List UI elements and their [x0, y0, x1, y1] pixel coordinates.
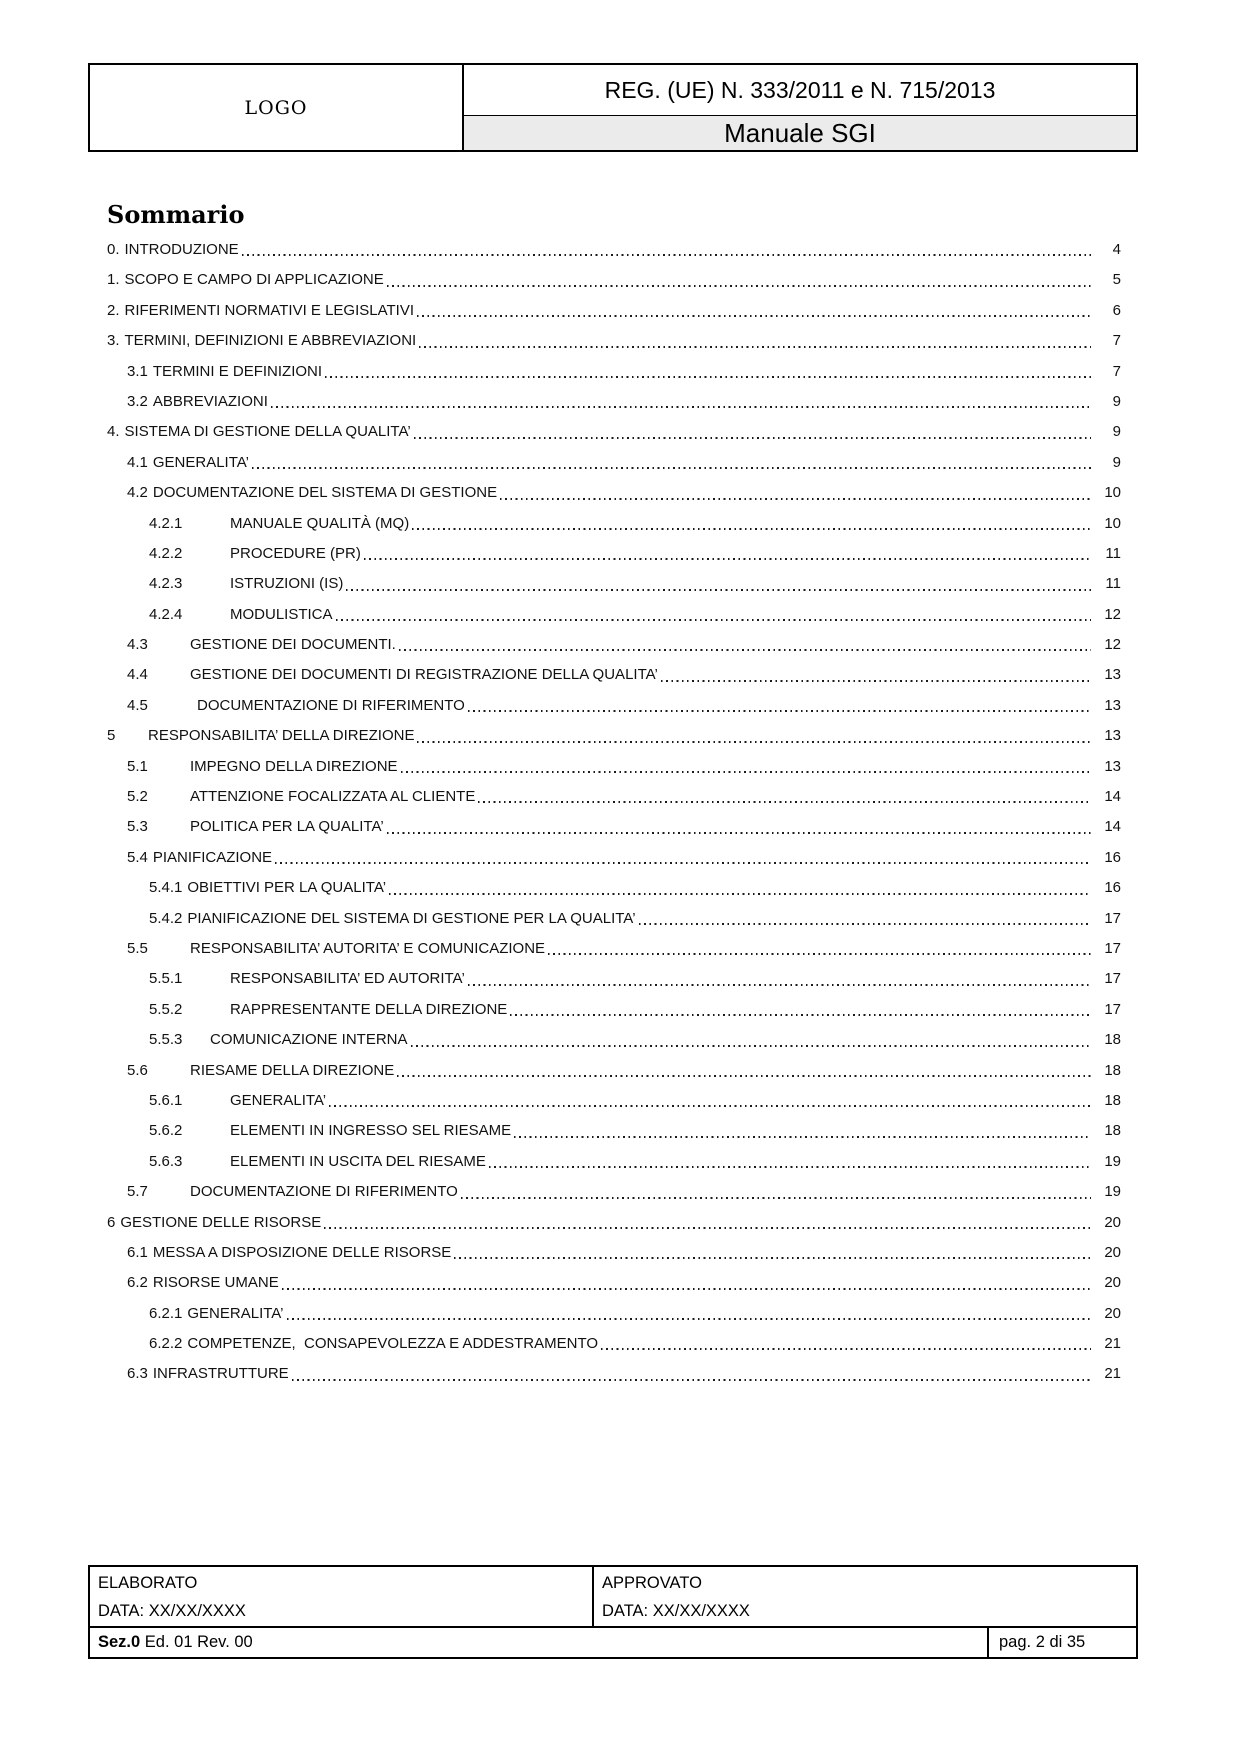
toc-entry-number: 3.2	[127, 392, 148, 410]
toc-entry-page: 19	[1104, 1152, 1121, 1170]
toc-list	[107, 235, 1121, 1390]
toc-heading: Sommario	[107, 200, 245, 229]
toc-entry[interactable]	[107, 569, 1121, 599]
toc-entry-page: 16	[1104, 879, 1121, 897]
toc-entry-number: 4.2.2	[149, 544, 183, 562]
toc-entry-page: 20	[1104, 1304, 1121, 1322]
toc-leader-dots	[601, 1348, 1091, 1350]
toc-entry[interactable]	[107, 964, 1121, 994]
toc-entry-title: PIANIFICAZIONE DEL SISTEMA DI GESTIONE PER LA QUALITA’	[187, 909, 636, 927]
toc-entry-number: 5.6.3	[149, 1152, 183, 1170]
toc-entry-number: 5.1	[127, 757, 148, 775]
toc-entry-page: 6	[1112, 301, 1121, 319]
toc-entry[interactable]	[107, 1056, 1121, 1086]
toc-leader-dots	[324, 1227, 1091, 1229]
toc-entry-number: 5.3	[127, 818, 148, 836]
toc-leader-dots	[414, 437, 1091, 439]
toc-entry-number: 0.	[107, 241, 120, 258]
approvato-date: DATA: XX/XX/XXXX	[602, 1602, 750, 1620]
toc-entry[interactable]	[107, 235, 1121, 265]
header-right-cells	[464, 65, 1136, 150]
section-revision	[90, 1628, 987, 1657]
toc-entry-title: TERMINI, DEFINIZIONI E ABBREVIAZIONI	[124, 332, 417, 350]
toc-entry-page: 16	[1104, 848, 1121, 866]
toc-leader-dots	[514, 1136, 1091, 1138]
toc-entry[interactable]	[107, 1359, 1121, 1389]
toc-entry-page: 18	[1104, 1091, 1121, 1109]
elaborato-date: DATA: XX/XX/XXXX	[98, 1602, 246, 1620]
toc-leader-dots	[454, 1257, 1091, 1259]
toc-entry-page: 11	[1105, 544, 1121, 562]
toc-leader-dots	[468, 710, 1091, 712]
toc-leader-dots	[489, 1166, 1091, 1168]
section-revision-text: Ed. 01 Rev. 00	[140, 1633, 253, 1651]
signature-table	[88, 1565, 1138, 1626]
toc-entry-page: 17	[1104, 1000, 1121, 1018]
toc-entry-number: 6.1	[127, 1243, 148, 1261]
toc-entry-title: SCOPO E CAMPO DI APPLICAZIONE	[124, 271, 384, 289]
toc-entry-number: 5.5.3	[149, 1031, 183, 1049]
toc-entry-title: RIESAME DELLA DIREZIONE	[190, 1061, 395, 1079]
toc-entry-title: RISORSE UMANE	[152, 1274, 279, 1292]
toc-entry-page: 21	[1104, 1335, 1121, 1353]
toc-entry[interactable]	[107, 843, 1121, 873]
toc-leader-dots	[412, 528, 1091, 530]
toc-leader-dots	[387, 832, 1091, 834]
toc-entry[interactable]	[107, 1299, 1121, 1329]
toc-entry[interactable]	[107, 265, 1121, 295]
toc-entry-title: RAPPRESENTANTE DELLA DIREZIONE	[230, 1000, 508, 1018]
toc-entry-title: DOCUMENTAZIONE DEL SISTEMA DI GESTIONE	[152, 484, 498, 502]
toc-entry[interactable]	[107, 691, 1121, 721]
toc-entry-title: ATTENZIONE FOCALIZZATA AL CLIENTE	[190, 788, 476, 806]
elaborato-label: ELABORATO	[98, 1574, 198, 1592]
toc-entry[interactable]	[107, 660, 1121, 690]
toc-entry-number: 4.1	[127, 453, 148, 471]
toc-leader-dots	[548, 953, 1091, 955]
toc-leader-dots	[417, 741, 1091, 743]
toc-entry-page: 7	[1112, 332, 1121, 350]
toc-entry-title: COMUNICAZIONE INTERNA	[210, 1031, 408, 1049]
toc-entry-page: 13	[1104, 727, 1121, 745]
toc-entry-number: 5.4.1	[149, 879, 183, 897]
toc-entry-page: 18	[1104, 1031, 1121, 1049]
toc-entry-number: 5	[107, 727, 116, 745]
section-code: Sez.0	[98, 1633, 141, 1651]
toc-leader-dots	[287, 1318, 1091, 1320]
toc-entry-page: 13	[1104, 696, 1121, 714]
toc-leader-dots	[329, 1105, 1091, 1107]
toc-leader-dots	[461, 1197, 1091, 1199]
toc-entry-page: 10	[1104, 514, 1121, 532]
toc-leader-dots	[411, 1045, 1091, 1047]
toc-entry-page: 18	[1104, 1122, 1121, 1140]
toc-entry-page: 20	[1104, 1213, 1121, 1231]
toc-leader-dots	[252, 467, 1091, 469]
revision-table	[88, 1626, 1138, 1659]
toc-entry[interactable]	[107, 1147, 1121, 1177]
toc-entry-page: 5	[1112, 271, 1121, 289]
toc-entry-number: 5.6.1	[149, 1091, 183, 1109]
toc-entry[interactable]	[107, 1208, 1121, 1238]
toc-leader-dots	[292, 1379, 1091, 1381]
toc-entry-number: 1.	[107, 271, 120, 289]
toc-entry-number: 4.2.4	[149, 605, 183, 623]
toc-entry-page: 18	[1104, 1061, 1121, 1079]
toc-entry-title: ELEMENTI IN USCITA DEL RIESAME	[230, 1152, 486, 1170]
toc-entry-page: 11	[1105, 575, 1121, 593]
toc-entry-page: 13	[1104, 666, 1121, 684]
toc-leader-dots	[399, 649, 1091, 651]
document-header-table	[88, 63, 1138, 152]
toc-leader-dots	[639, 923, 1091, 925]
toc-entry-page: 14	[1104, 788, 1121, 806]
toc-entry-title: GENERALITA’	[152, 453, 249, 471]
toc-entry[interactable]	[107, 904, 1121, 934]
regulation-reference: REG. (UE) N. 333/2011 e N. 715/2013	[464, 65, 1136, 116]
toc-entry[interactable]	[107, 752, 1121, 782]
toc-entry-page: 12	[1104, 636, 1121, 654]
toc-entry-number: 5.6	[127, 1061, 148, 1079]
toc-entry-title: INTRODUZIONE	[124, 241, 239, 258]
toc-entry[interactable]	[107, 995, 1121, 1025]
toc-entry-number: 4.	[107, 423, 120, 441]
toc-entry-page: 13	[1104, 757, 1121, 775]
toc-entry-title: INFRASTRUTTURE	[152, 1365, 289, 1383]
toc-entry-title: ISTRUZIONI (IS)	[230, 575, 344, 593]
toc-entry-title: ABBREVIAZIONI	[152, 392, 268, 410]
toc-entry[interactable]	[107, 1116, 1121, 1146]
toc-entry-number: 3.	[107, 332, 120, 350]
toc-entry-number: 5.6.2	[149, 1122, 183, 1140]
toc-entry[interactable]	[107, 721, 1121, 751]
toc-entry-title: IMPEGNO DELLA DIREZIONE	[190, 757, 398, 775]
toc-entry-title: ELEMENTI IN INGRESSO SEL RIESAME	[230, 1122, 512, 1140]
toc-entry[interactable]	[107, 812, 1121, 842]
toc-entry-page: 17	[1104, 909, 1121, 927]
toc-leader-dots	[468, 984, 1091, 986]
toc-leader-dots	[397, 1075, 1091, 1077]
toc-entry[interactable]	[107, 509, 1121, 539]
toc-entry-number: 5.4.2	[149, 909, 183, 927]
toc-entry-title: GESTIONE DEI DOCUMENTI.	[190, 636, 396, 654]
approvato-cell	[594, 1567, 1136, 1626]
toc-entry-number: 4.2.1	[149, 514, 183, 532]
toc-leader-dots	[242, 254, 1091, 256]
toc-entry-title: RIFERIMENTI NORMATIVI E LEGISLATIVI	[124, 301, 414, 319]
toc-entry[interactable]	[107, 600, 1121, 630]
toc-entry-title: MANUALE QUALITÀ (MQ)	[230, 514, 410, 532]
toc-entry[interactable]	[107, 357, 1121, 387]
toc-entry-number: 6.2.1	[149, 1304, 183, 1322]
toc-entry-number: 6.3	[127, 1365, 148, 1383]
table-of-contents	[107, 200, 1121, 1390]
toc-entry-page: 20	[1104, 1243, 1121, 1261]
toc-entry-number: 5.7	[127, 1183, 148, 1201]
toc-entry-title: OBIETTIVI PER LA QUALITA’	[187, 879, 387, 897]
toc-entry-page: 9	[1112, 453, 1121, 471]
toc-entry[interactable]	[107, 326, 1121, 356]
toc-entry-number: 6	[107, 1213, 116, 1231]
toc-leader-dots	[417, 315, 1091, 317]
toc-entry-page: 17	[1104, 939, 1121, 957]
toc-entry[interactable]	[107, 387, 1121, 417]
toc-entry-title: GENERALITA’	[187, 1304, 284, 1322]
toc-entry[interactable]	[107, 448, 1121, 478]
approvato-label: APPROVATO	[602, 1574, 702, 1592]
toc-entry-number: 5.2	[127, 788, 148, 806]
toc-entry-title: GESTIONE DELLE RISORSE	[120, 1213, 322, 1231]
toc-entry-number: 4.4	[127, 666, 148, 684]
toc-entry-title: SISTEMA DI GESTIONE DELLA QUALITA’	[124, 423, 411, 441]
toc-entry-number: 6.2	[127, 1274, 148, 1292]
toc-leader-dots	[389, 893, 1091, 895]
toc-entry-number: 6.2.2	[149, 1335, 183, 1353]
toc-leader-dots	[271, 406, 1091, 408]
logo-placeholder: LOGO	[90, 65, 464, 150]
toc-leader-dots	[419, 346, 1091, 348]
toc-entry-title: RESPONSABILITA’ DELLA DIREZIONE	[148, 727, 415, 745]
toc-entry-page: 4	[1112, 241, 1121, 258]
toc-entry[interactable]	[107, 782, 1121, 812]
toc-entry[interactable]	[107, 539, 1121, 569]
toc-entry-page: 21	[1104, 1365, 1121, 1383]
toc-entry-title: GESTIONE DEI DOCUMENTI DI REGISTRAZIONE DELLA QUALITA’	[190, 666, 658, 684]
toc-entry[interactable]	[107, 873, 1121, 903]
toc-leader-dots	[282, 1288, 1091, 1290]
toc-entry[interactable]	[107, 1177, 1121, 1207]
toc-entry[interactable]	[107, 296, 1121, 326]
toc-entry[interactable]	[107, 934, 1121, 964]
toc-entry[interactable]	[107, 478, 1121, 508]
toc-entry-number: 5.5	[127, 939, 148, 957]
toc-entry[interactable]	[107, 1329, 1121, 1359]
toc-entry-title: DOCUMENTAZIONE DI RIFERIMENTO	[190, 1183, 458, 1201]
toc-entry-page: 14	[1104, 818, 1121, 836]
toc-entry-number: 4.3	[127, 636, 148, 654]
toc-entry-number: 2.	[107, 301, 120, 319]
toc-leader-dots	[346, 589, 1091, 591]
elaborato-cell	[90, 1567, 594, 1626]
toc-leader-dots	[500, 498, 1091, 500]
toc-entry-page: 9	[1112, 423, 1121, 441]
toc-entry-number: 4.5	[127, 696, 148, 714]
toc-entry-title: DOCUMENTAZIONE DI RIFERIMENTO	[197, 696, 465, 714]
toc-entry-number: 5.5.1	[149, 970, 183, 988]
toc-entry-title: RESPONSABILITA’ AUTORITA’ E COMUNICAZIONE	[190, 939, 546, 957]
toc-entry-title: GENERALITA’	[230, 1091, 327, 1109]
toc-leader-dots	[387, 285, 1091, 287]
toc-entry-page: 10	[1104, 484, 1121, 502]
toc-entry-title: POLITICA PER LA QUALITA’	[190, 818, 384, 836]
toc-leader-dots	[510, 1014, 1091, 1016]
toc-entry-number: 3.1	[127, 362, 148, 380]
toc-leader-dots	[661, 680, 1091, 682]
toc-entry[interactable]	[107, 1025, 1121, 1055]
toc-entry-page: 19	[1104, 1183, 1121, 1201]
toc-entry-title: PIANIFICAZIONE	[152, 848, 273, 866]
toc-entry-page: 12	[1104, 605, 1121, 623]
toc-leader-dots	[401, 771, 1091, 773]
toc-entry-page: 20	[1104, 1274, 1121, 1292]
toc-entry-title: MESSA A DISPOSIZIONE DELLE RISORSE	[152, 1243, 452, 1261]
toc-leader-dots	[478, 801, 1091, 803]
toc-entry-title: COMPETENZE, CONSAPEVOLEZZA E ADDESTRAMENTO	[187, 1335, 599, 1353]
toc-entry[interactable]	[107, 1086, 1121, 1116]
toc-entry[interactable]	[107, 417, 1121, 447]
toc-entry[interactable]	[107, 1238, 1121, 1268]
page-indicator: pag. 2 di 35	[987, 1628, 1136, 1657]
toc-entry-page: 17	[1104, 970, 1121, 988]
toc-entry-page: 7	[1112, 362, 1121, 380]
toc-leader-dots	[275, 862, 1091, 864]
toc-entry-number: 4.2	[127, 484, 148, 502]
toc-entry[interactable]	[107, 1268, 1121, 1298]
toc-entry[interactable]	[107, 630, 1121, 660]
toc-entry-page: 9	[1112, 392, 1121, 410]
manual-title-row: Manuale SGI	[464, 116, 1136, 150]
document-footer	[88, 1565, 1138, 1659]
toc-entry-number: 5.4	[127, 848, 148, 866]
toc-entry-title: MODULISTICA	[230, 605, 333, 623]
toc-leader-dots	[325, 376, 1091, 378]
toc-leader-dots	[364, 558, 1091, 560]
toc-entry-number: 5.5.2	[149, 1000, 183, 1018]
toc-entry-title: PROCEDURE (PR)	[230, 544, 361, 562]
toc-entry-number: 4.2.3	[149, 575, 183, 593]
toc-leader-dots	[336, 619, 1091, 621]
toc-entry-title: RESPONSABILITA’ ED AUTORITA’	[230, 970, 465, 988]
toc-entry-title: TERMINI E DEFINIZIONI	[152, 362, 323, 380]
